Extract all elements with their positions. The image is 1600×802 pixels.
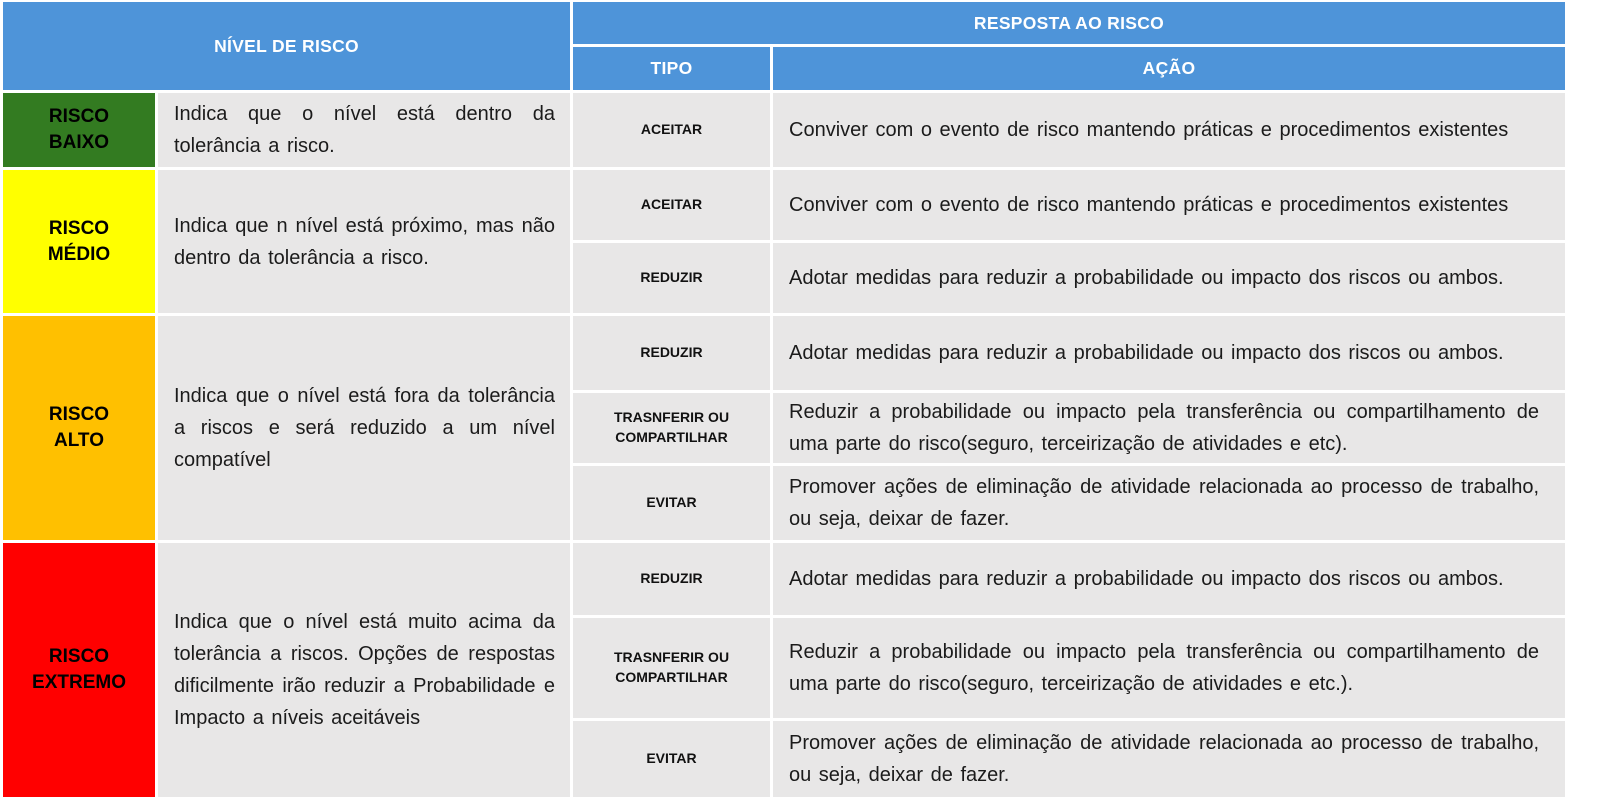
- response-acao-medio-reduzir: [773, 243, 1565, 313]
- risk-description-text: Indica que o nível está fora da tolerância a riscos e será reduzido a um nível compatível: [174, 385, 555, 471]
- response-tipo-extremo-evitar: [573, 721, 770, 797]
- response-tipo-alto-reduzir: [573, 316, 770, 390]
- response-acao-text: Conviver com o evento de risco mantendo práticas e procedimentos existentes: [789, 194, 1509, 216]
- response-tipo-label: ACEITAR: [640, 121, 703, 138]
- response-tipo-label: EVITAR: [646, 494, 697, 511]
- risk-level-label-line: RISCO: [48, 106, 110, 128]
- response-tipo-label: TRASNFERIR OU COMPARTILHAR: [613, 409, 730, 445]
- risk-level-label-medio: [48, 216, 110, 267]
- response-tipo-label: EVITAR: [646, 750, 697, 767]
- response-tipo-label: REDUZIR: [640, 570, 703, 587]
- response-acao-text: Conviver com o evento de risco mantendo práticas e procedimentos existentes: [789, 119, 1509, 141]
- response-acao-text: Reduzir a probabilidade ou impacto pela transferência ou compartilhamento de uma parte do risco(seguro, terceirização de atividades e etc).: [789, 401, 1539, 455]
- risk-description-text: Indica que n nível está próximo, mas não dentro da tolerância a risco.: [174, 214, 555, 269]
- response-acao-text: Adotar medidas para reduzir a probabilidade ou impacto dos riscos ou ambos.: [789, 568, 1504, 590]
- response-tipo-label: REDUZIR: [640, 269, 703, 286]
- risk-description-text: Indica que o nível está muito acima da tolerância a riscos. Opções de respostas dificilmente irão reduzir a Probabilidade e Impacto a níveis aceitáveis: [174, 611, 555, 729]
- risk-level-cell-medio: [3, 170, 155, 313]
- risk-description-cell-alto: [158, 316, 570, 540]
- response-tipo-alto-evitar: [573, 466, 770, 540]
- response-tipo-extremo-reduzir: [573, 543, 770, 615]
- risk-level-label-line: RISCO: [48, 404, 110, 426]
- response-acao-extremo-transferir: [773, 618, 1565, 718]
- response-acao-baixo-aceitar: [773, 93, 1565, 167]
- risk-response-table: [3, 2, 1568, 797]
- response-tipo-alto-transferir: [573, 393, 770, 463]
- risk-level-cell-extremo: [3, 543, 155, 797]
- risk-level-label-line: RISCO: [48, 646, 110, 668]
- response-acao-text: Promover ações de eliminação de atividade relacionada ao processo de trabalho, ou seja, deixar de fazer.: [789, 476, 1539, 530]
- risk-level-label-line: ALTO: [54, 430, 104, 451]
- response-tipo-label: ACEITAR: [640, 196, 703, 213]
- response-acao-extremo-evitar: [773, 721, 1565, 797]
- risk-level-label-line: RISCO: [48, 217, 110, 239]
- response-tipo-medio-reduzir: [573, 243, 770, 313]
- response-acao-text: Adotar medidas para reduzir a probabilidade ou impacto dos riscos ou ambos.: [789, 267, 1504, 289]
- risk-level-label-alto: [49, 402, 109, 453]
- risk-description-cell-baixo: [158, 93, 570, 167]
- risk-level-label-line: BAIXO: [48, 132, 110, 153]
- header-acao: AÇÃO: [773, 47, 1565, 90]
- header-resposta-ao-risco: RESPOSTA AO RISCO: [573, 2, 1565, 44]
- risk-level-label-extremo: [32, 644, 126, 695]
- response-acao-extremo-reduzir: [773, 543, 1565, 615]
- response-tipo-baixo-aceitar: [573, 93, 770, 167]
- risk-level-cell-baixo: [3, 93, 155, 167]
- response-acao-alto-transferir: [773, 393, 1565, 463]
- response-tipo-medio-aceitar: [573, 170, 770, 240]
- risk-level-label-line: EXTREMO: [32, 672, 126, 693]
- response-acao-alto-reduzir: [773, 316, 1565, 390]
- risk-level-label-line: MÉDIO: [47, 243, 111, 265]
- response-acao-medio-aceitar: [773, 170, 1565, 240]
- header-tipo: TIPO: [573, 47, 770, 90]
- response-tipo-extremo-transferir: [573, 618, 770, 718]
- header-nivel-de-risco: NÍVEL DE RISCO: [3, 2, 570, 90]
- response-acao-alto-evitar: [773, 466, 1565, 540]
- risk-description-text: Indica que o nível está dentro da tolerância a risco.: [174, 103, 555, 157]
- risk-description-cell-medio: [158, 170, 570, 313]
- response-acao-text: Adotar medidas para reduzir a probabilidade ou impacto dos riscos ou ambos.: [789, 342, 1504, 364]
- risk-level-cell-alto: [3, 316, 155, 540]
- response-acao-text: Reduzir a probabilidade ou impacto pela transferência ou compartilhamento de uma parte do risco(seguro, terceirização de atividades e etc.).: [789, 641, 1539, 695]
- response-tipo-label: TRASNFERIR OU COMPARTILHAR: [613, 649, 730, 685]
- response-tipo-label: REDUZIR: [640, 344, 703, 361]
- risk-description-cell-extremo: [158, 543, 570, 797]
- risk-level-label-baixo: [49, 104, 109, 155]
- response-acao-text: Promover ações de eliminação de atividade relacionada ao processo de trabalho, ou seja, deixar de fazer.: [789, 732, 1539, 786]
